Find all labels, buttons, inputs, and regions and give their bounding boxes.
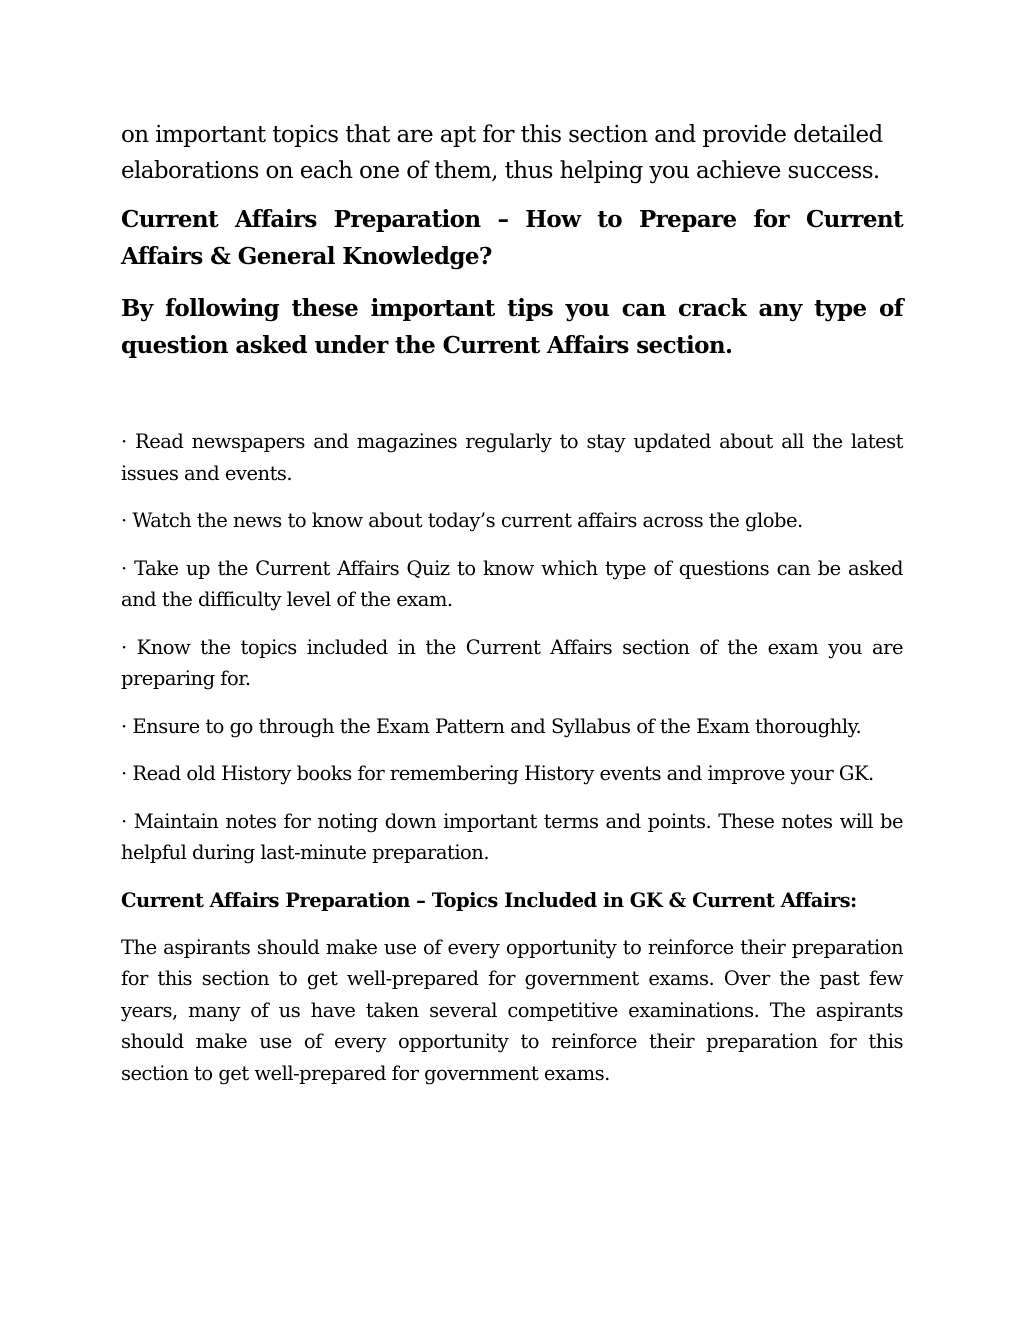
list-item: · Ensure to go through the Exam Pattern and Syllabus of the Exam thoroughly. — [121, 714, 862, 738]
sub-heading: By following these important tips you can crack any type of question asked under the Current Affairs section. — [121, 295, 903, 359]
tips-list — [121, 426, 903, 869]
topics-heading: Current Affairs Preparation – Topics Included in GK & Current Affairs: — [121, 888, 857, 912]
intro-paragraph: on important topics that are apt for this section and provide detailed elaborations on each one of them, thus helping you achieve success. — [121, 122, 883, 184]
closing-paragraph: The aspirants should make use of every opportunity to reinforce their preparation for this section to get well-prepared for government exams. Over the past few years, many of us have taken several competitive examinations. The aspirants should make use of every opportunity to reinforce their preparation for this section to get well-prepared for government exams. — [121, 935, 903, 1085]
section-spacer — [121, 364, 903, 426]
list-item: · Watch the news to know about today’s current affairs across the globe. — [121, 509, 803, 532]
list-item: · Read newspapers and magazines regularly to stay updated about all the latest issues and events. — [121, 430, 903, 485]
document-page — [121, 117, 903, 1089]
list-item: · Read old History books for remembering History events and improve your GK. — [121, 762, 874, 785]
list-item: · Know the topics included in the Current Affairs section of the exam you are preparing for. — [121, 635, 903, 690]
main-heading: Current Affairs Preparation – How to Prepare for Current Affairs & General Knowledge? — [121, 206, 903, 270]
list-item: · Maintain notes for noting down important terms and points. These notes will be helpful during last-minute preparation. — [121, 809, 903, 864]
list-item: · Take up the Current Affairs Quiz to know which type of questions can be asked and the difficulty level of the exam. — [121, 556, 903, 611]
